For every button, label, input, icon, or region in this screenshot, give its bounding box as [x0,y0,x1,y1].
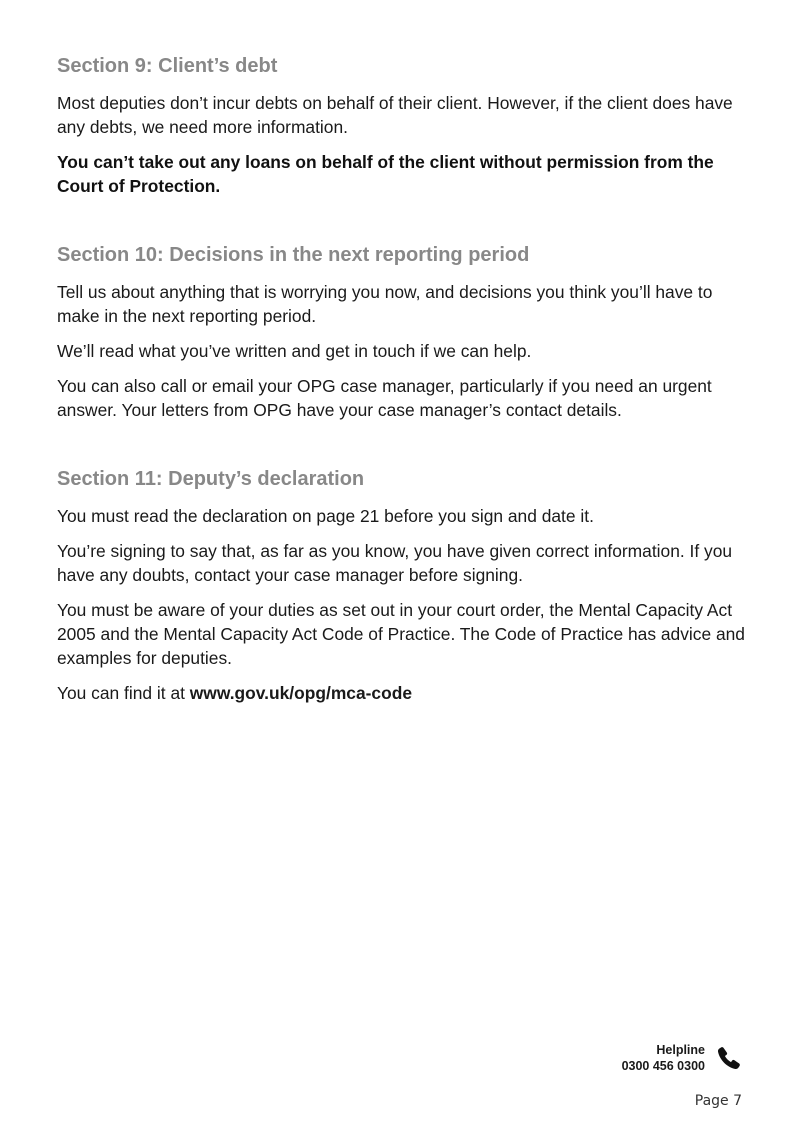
paragraph: Most deputies don’t incur debts on behalf of their client. However, if the client does have any debts, we need more information. [57,93,733,137]
paragraph: You must be aware of your duties as set out in your court order, the Mental Capacity Act 2005 and the Mental Capacity Act Code of Practice. The Code of Practice has advice and examples for deputies. [57,600,745,668]
paragraph: Tell us about anything that is worrying you now, and decisions you think you’ll have to make in the next reporting period. [57,282,713,326]
paragraph: You’re signing to say that, as far as you know, you have given correct information. If you have any doubts, contact your case manager before signing. [57,541,733,585]
helpline-number: 0300 456 0300 [621,1059,705,1073]
mca-code-link[interactable]: www.gov.uk/opg/mca-code [189,683,413,703]
section-decisions-next-period [57,241,747,422]
helpline-label: Helpline [656,1043,705,1057]
find-code-prefix: You can find it at [57,683,190,703]
section-heading: Section 9: Client’s debt [57,55,278,77]
section-heading: Section 11: Deputy’s declaration [57,468,365,490]
section-heading: Section 10: Decisions in the next reporting period [57,244,530,266]
section-clients-debt [57,52,747,198]
helpline-block [622,1042,743,1074]
paragraph: We’ll read what you’ve written and get in touch if we can help. [57,341,532,361]
section-deputys-declaration [57,465,747,705]
page-number: Page 7 [694,1093,742,1109]
phone-icon [715,1043,743,1073]
find-code-paragraph [57,681,747,705]
warning-paragraph: You can’t take out any loans on behalf of the client without permission from the Court of Protection. [57,152,714,196]
paragraph: You must read the declaration on page 21 before you sign and date it. [57,506,594,526]
paragraph: You can also call or email your OPG case manager, particularly if you need an urgent answer. Your letters from OPG have your case manager’s contact details. [57,376,712,420]
helpline-text [622,1042,705,1074]
document-page [57,52,747,748]
